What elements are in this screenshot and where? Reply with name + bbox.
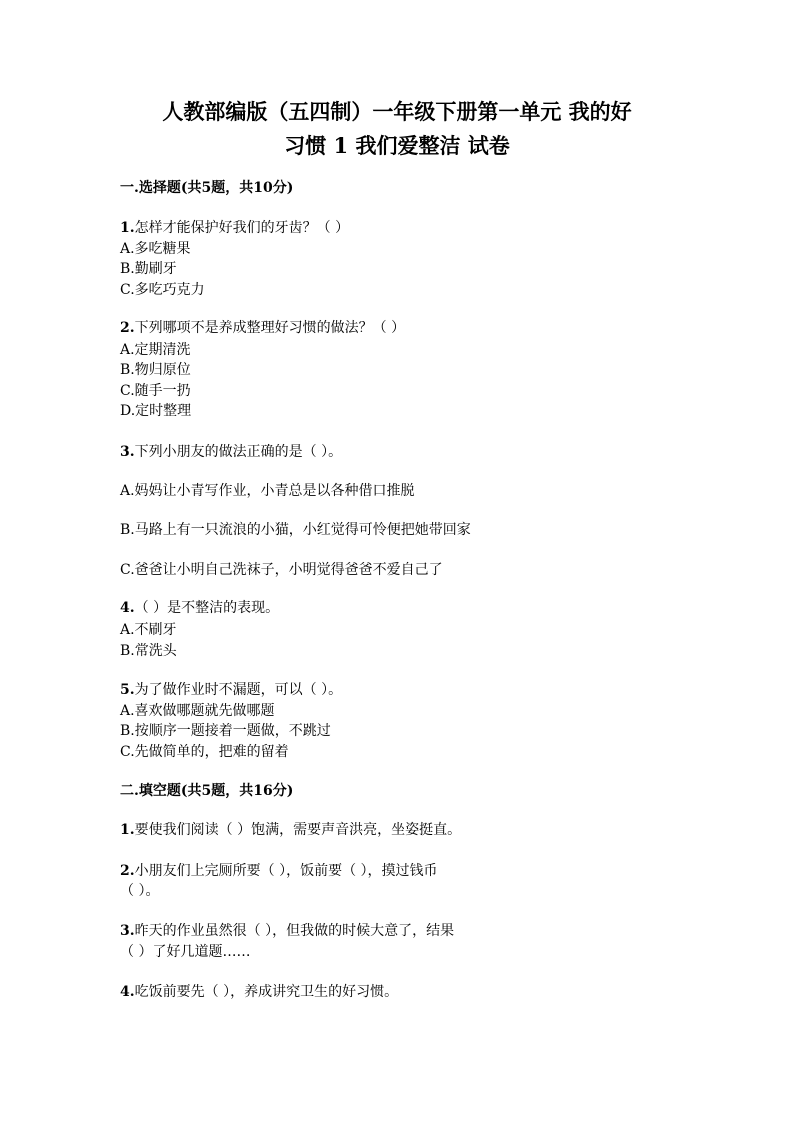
option-c: C.爸爸让小明自己洗袜子，小明觉得爸爸不爱自己了 [120, 562, 443, 578]
fill-question-3-continued: （ ）了好几道题…… [120, 944, 251, 960]
question-1-stem [120, 218, 349, 238]
question-number: 5. [120, 682, 135, 698]
question-text: 要使我们阅读（ ）饱满，需要声音洪亮，坐姿挺直。 [134, 822, 462, 838]
option-a: A.妈妈让小青写作业，小青总是以各种借口推脱 [120, 483, 415, 499]
question-number: 4. [120, 984, 135, 1000]
fill-question-2-continued: （ ）。 [120, 883, 160, 899]
option-b: B.物归原位 [120, 362, 191, 378]
question-number: 3. [120, 923, 135, 939]
option-a: A.多吃糖果 [120, 241, 191, 257]
question-number: 1. [120, 220, 135, 236]
option-b: B.常洗头 [120, 643, 177, 659]
option-a: A.不刷牙 [120, 622, 177, 638]
question-text: 下列哪项不是养成整理好习惯的做法？（ ） [134, 320, 406, 336]
option-c: C.先做简单的，把难的留着 [120, 744, 289, 760]
section-1-heading: 一.选择题(共5题，共10分) [120, 180, 294, 196]
option-d: D.定时整理 [120, 403, 192, 419]
question-5-stem [120, 680, 342, 700]
option-c: C.多吃巧克力 [120, 282, 205, 298]
question-number: 2. [120, 320, 135, 336]
question-text: （ ）是不整洁的表现。 [134, 600, 280, 616]
question-2-stem [120, 318, 405, 338]
option-a: A.喜欢做哪题就先做哪题 [120, 703, 275, 719]
question-text: 为了做作业时不漏题，可以（ ）。 [134, 682, 343, 698]
question-text: 下列小朋友的做法正确的是（ ）。 [134, 444, 343, 460]
question-3-stem [120, 442, 342, 462]
question-text: 昨天的作业虽然很（ ），但我做的时候大意了，结果 [134, 923, 455, 939]
exam-title-line-1: 人教部编版（五四制）一年级下册第一单元 我的好 [162, 99, 632, 124]
option-b: B.勤刷牙 [120, 261, 177, 277]
question-text: 吃饭前要先（ ），养成讲究卫生的好习惯。 [134, 984, 399, 1000]
question-text: 小朋友们上完厕所要（ ），饭前要（ ），摸过钱币 [134, 863, 438, 879]
question-number: 3. [120, 444, 135, 460]
fill-question-3 [120, 921, 454, 941]
question-4-stem [120, 598, 279, 618]
question-number: 1. [120, 822, 135, 838]
option-b: B.马路上有一只流浪的小猫，小红觉得可怜便把她带回家 [120, 522, 471, 538]
question-number: 4. [120, 600, 135, 616]
option-a: A.定期清洗 [120, 342, 191, 358]
exam-title-line-2: 习惯 1 我们爱整洁 试卷 [284, 133, 510, 158]
section-2-heading: 二.填空题(共5题，共16分) [120, 783, 294, 799]
fill-question-1 [120, 820, 461, 840]
fill-question-2 [120, 861, 438, 881]
question-number: 2. [120, 863, 135, 879]
fill-question-4 [120, 982, 398, 1002]
question-text: 怎样才能保护好我们的牙齿？（ ） [134, 220, 350, 236]
option-c: C.随手一扔 [120, 383, 191, 399]
option-b: B.按顺序一题接着一题做，不跳过 [120, 723, 331, 739]
